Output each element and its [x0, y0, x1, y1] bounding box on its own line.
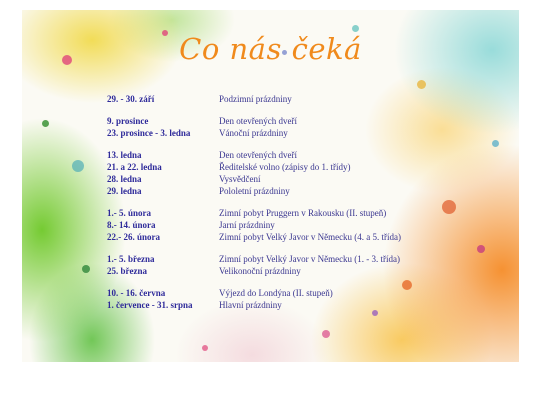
event-name: Vánoční prázdniny — [219, 128, 288, 138]
event-date: 13. ledna — [107, 150, 142, 160]
event-date: 1.- 5. února — [107, 208, 152, 218]
schedule-group — [107, 115, 487, 139]
schedule-row — [107, 287, 487, 299]
schedule-group — [107, 93, 487, 105]
schedule-row — [107, 93, 487, 105]
paint-splatter — [202, 345, 208, 351]
schedule-group — [107, 149, 487, 197]
paint-splatter — [82, 265, 90, 273]
event-date: 29. - 30. září — [107, 94, 155, 104]
event-name: Pololetní prázdniny — [219, 186, 290, 196]
paint-splatter — [72, 160, 84, 172]
event-date: 8.- 14. února — [107, 220, 156, 230]
paint-splatter — [322, 330, 330, 338]
event-date: 22.- 26. února — [107, 232, 161, 242]
event-name: Velikonoční prázdniny — [219, 266, 301, 276]
schedule-row — [107, 219, 487, 231]
schedule-group — [107, 253, 487, 277]
event-name: Zimní pobyt Velký Javor v Německu (1. - 3. třída) — [219, 254, 401, 264]
calendar-card — [22, 10, 519, 362]
schedule-row — [107, 127, 487, 139]
paint-splatter — [42, 120, 49, 127]
event-date: 1. července - 31. srpna — [107, 300, 193, 310]
schedule-row — [107, 299, 487, 311]
event-date: 23. prosince - 3. ledna — [107, 128, 191, 138]
event-name: Ředitelské volno (zápisy do 1. třídy) — [219, 162, 351, 172]
event-name: Vysvědčení — [219, 174, 261, 184]
schedule-row — [107, 265, 487, 277]
event-name: Zimní pobyt Velký Javor v Německu (4. a 5. třída) — [219, 232, 402, 242]
paint-splatter — [417, 80, 426, 89]
schedule-row — [107, 253, 487, 265]
event-name: Zimní pobyt Pruggern v Rakousku (II. stupeň) — [219, 208, 387, 218]
schedule-row — [107, 173, 487, 185]
schedule-row — [107, 207, 487, 219]
schedule-row — [107, 161, 487, 173]
schedule-row — [107, 185, 487, 197]
event-name: Jarní prázdniny — [219, 220, 275, 230]
event-date: 21. a 22. ledna — [107, 162, 162, 172]
holiday-schedule — [107, 93, 487, 321]
event-date: 10. - 16. června — [107, 288, 166, 298]
event-date: 29. ledna — [107, 186, 142, 196]
event-date: 1.- 5. března — [107, 254, 155, 264]
schedule-row — [107, 115, 487, 127]
schedule-row — [107, 149, 487, 161]
event-name: Výjezd do Londýna (II. stupeň) — [219, 288, 333, 298]
event-name: Hlavní prázdniny — [219, 300, 282, 310]
paint-splatter — [492, 140, 499, 147]
event-name: Den otevřených dveří — [219, 116, 297, 126]
schedule-group — [107, 207, 487, 243]
page-title: Co nás čeká — [179, 32, 362, 66]
schedule-group — [107, 287, 487, 311]
event-name: Den otevřených dveří — [219, 150, 297, 160]
event-date: 25. března — [107, 266, 147, 276]
paint-splatter — [352, 25, 359, 32]
event-date: 28. ledna — [107, 174, 142, 184]
event-name: Podzimní prázdniny — [219, 94, 292, 104]
schedule-row — [107, 231, 487, 243]
event-date: 9. prosince — [107, 116, 149, 126]
